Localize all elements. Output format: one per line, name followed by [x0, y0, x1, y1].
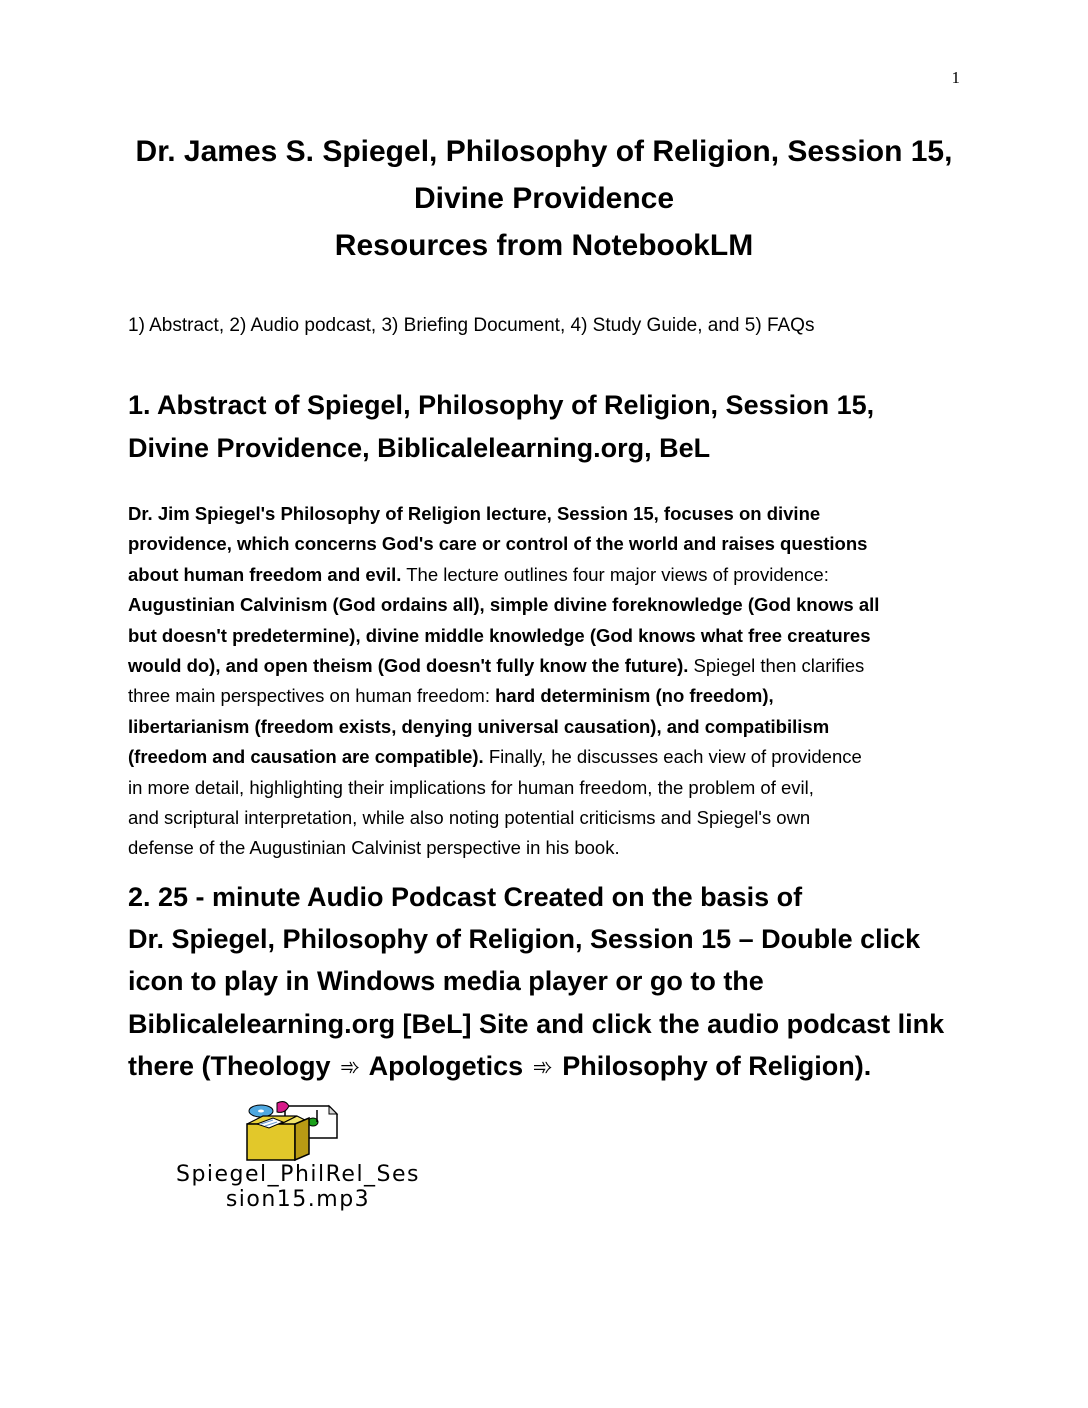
abstract-text: Augustinian Calvinism (God ordains all), simple divine foreknowledge (God knows all: [128, 594, 880, 616]
abstract-paragraph: [128, 499, 958, 864]
attachment-filename[interactable]: [128, 1162, 468, 1212]
abstract-text: hard determinism (no freedom),: [495, 685, 774, 707]
audio-attachment[interactable]: [128, 1100, 468, 1220]
section2-line-2: Dr. Spiegel, Philosophy of Religion, Session 15 – Double click: [128, 924, 921, 955]
breadcrumb-philosophy: Philosophy of Religion).: [554, 1050, 872, 1081]
document-title: [120, 128, 968, 269]
abstract-text: but doesn't predetermine), divine middle knowledge (God knows what free creatures: [128, 624, 871, 646]
filename-line-2: sion15.mp3: [225, 1187, 371, 1212]
abstract-text: three main perspectives on human freedom:: [128, 685, 496, 707]
title-line-1: Dr. James S. Spiegel, Philosophy of Religion, Session 15,: [135, 135, 953, 168]
contents-list: 1) Abstract, 2) Audio podcast, 3) Briefing Document, 4) Study Guide, and 5) FAQs: [128, 315, 815, 336]
section2-line-4: Biblicalelearning.org [BeL] Site and click the audio podcast link: [128, 1008, 945, 1039]
arrow-right-icon: ➾: [532, 1053, 553, 1081]
filename-line-1: Spiegel_PhilRel_Ses: [175, 1162, 421, 1187]
abstract-text: Finally, he discusses each view of providence: [483, 746, 862, 768]
section2-line-3: icon to play in Windows media player or go to the: [128, 966, 764, 997]
abstract-text: Dr. Jim Spiegel's Philosophy of Religion lecture, Session 15, focuses on divine: [128, 503, 821, 524]
abstract-text: libertarianism (freedom exists, denying universal causation), and compatibilism: [128, 715, 830, 737]
section2-line-1: 2. 25 - minute Audio Podcast Created on the basis of: [128, 882, 803, 912]
abstract-text: about human freedom and evil.: [128, 563, 402, 585]
section1-heading-line-1: 1. Abstract of Spiegel, Philosophy of Religion, Session 15,: [128, 390, 875, 420]
section2-line-5: [128, 1045, 978, 1089]
abstract-text: providence, which concerns God's care or control of the world and raises questions: [128, 533, 868, 555]
section1-heading-line-2: Divine Providence, Biblicalelearning.org, BeL: [128, 433, 711, 463]
abstract-text: (freedom and causation are compatible).: [128, 746, 484, 768]
page-number: 1: [951, 68, 960, 87]
section1-heading: [128, 384, 968, 470]
package-icon[interactable]: [243, 1100, 343, 1162]
abstract-text: in more detail, highlighting their implications for human freedom, the problem of evil,: [128, 776, 814, 798]
abstract-text: would do), and open theism (God doesn't fully know the future).: [128, 655, 689, 677]
abstract-text: Spiegel then clarifies: [688, 655, 865, 677]
title-line-2: Divine Providence: [413, 182, 675, 215]
section2-heading: [128, 876, 978, 1089]
breadcrumb-apologetics: Apologetics: [362, 1050, 531, 1081]
abstract-text: The lecture outlines four major views of providence:: [401, 563, 829, 585]
title-line-3: Resources from NotebookLM: [334, 229, 754, 262]
breadcrumb-theology: there (Theology: [128, 1050, 339, 1081]
abstract-text: defense of the Augustinian Calvinist perspective in his book.: [128, 837, 620, 859]
arrow-right-icon: ➾: [340, 1053, 361, 1081]
abstract-text: and scriptural interpretation, while also noting potential criticisms and Spiegel's own: [128, 807, 811, 829]
